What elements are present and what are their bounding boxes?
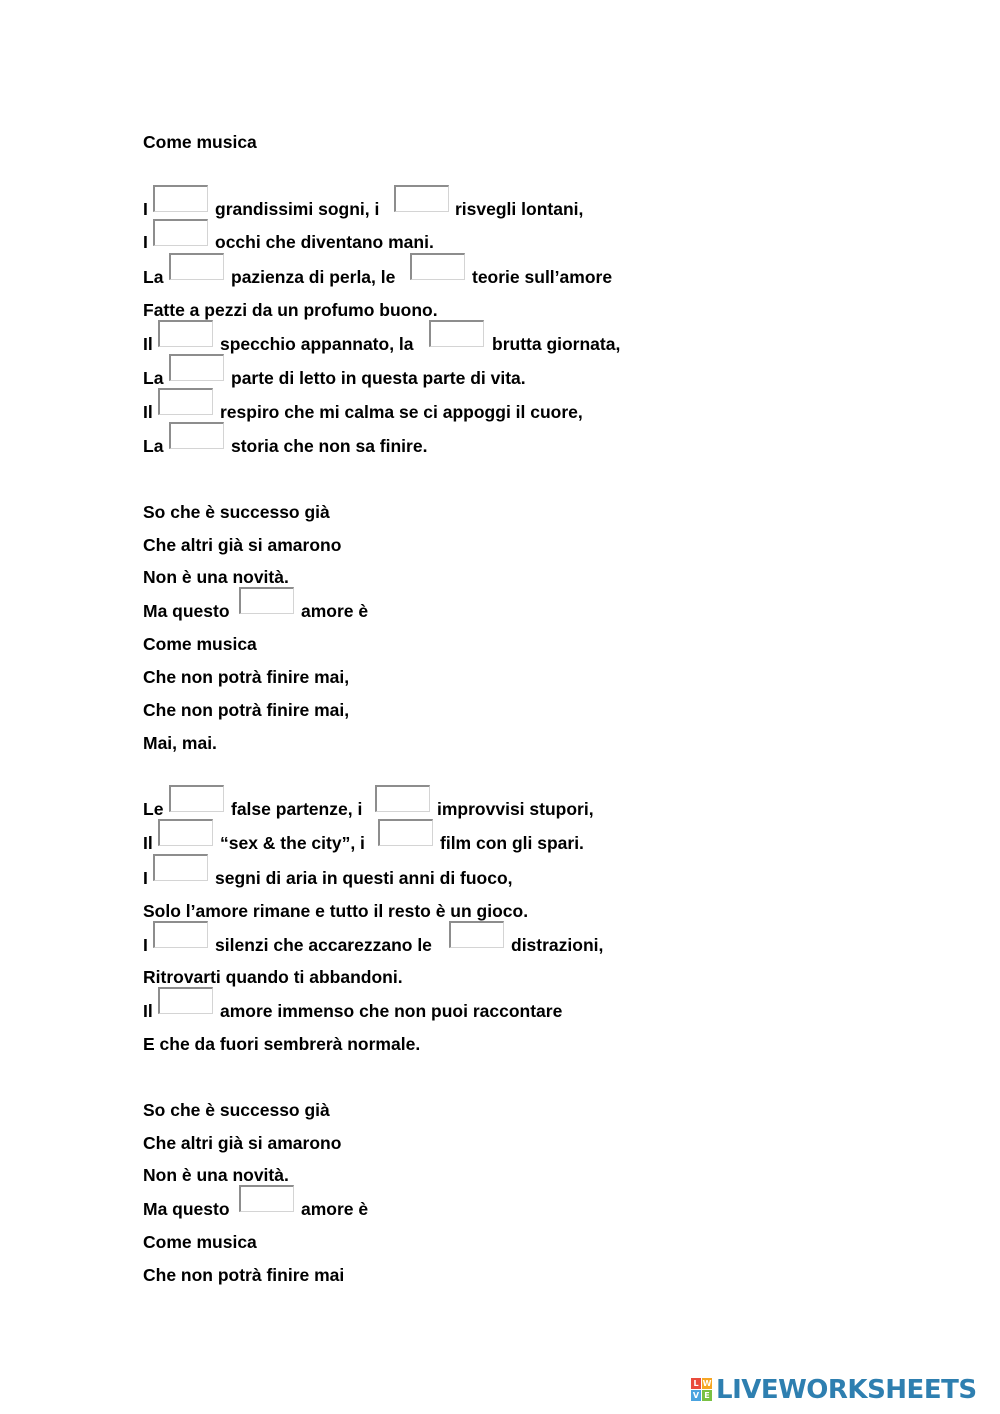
lyric-text: respiro che mi calma se ci appoggi il cuore, (220, 402, 583, 422)
lyric-text: I (143, 868, 148, 888)
lyric-text: improvvisi stupori, (437, 799, 594, 819)
logo-mark-cell: W (702, 1379, 712, 1388)
logo-text: LIVEWORKSHEETS (716, 1375, 977, 1405)
lyric-text: Il (143, 402, 153, 422)
lyric-text: segni di aria in questi anni di fuoco, (215, 868, 513, 888)
lyric-line: Solo l’amore rimane e tutto il resto è un gioco. (143, 901, 529, 921)
lyric-text: specchio appannato, la (220, 334, 414, 354)
logo-mark-cell: V (692, 1391, 700, 1400)
lyric-text: La (143, 267, 164, 287)
lyric-text: occhi che diventano mani. (215, 232, 434, 252)
lyric-text: storia che non sa finire. (231, 436, 428, 456)
lyric-text: amore è (301, 1199, 369, 1219)
lyric-line: Che altri già si amarono (143, 535, 342, 555)
lyric-line: Non è una novità. (143, 567, 289, 587)
lyric-line: E che da fuori sembrerà normale. (143, 1034, 421, 1054)
answer-blank[interactable] (158, 320, 213, 347)
answer-blank[interactable] (378, 819, 433, 846)
answer-blank[interactable] (239, 1185, 294, 1212)
answer-blank[interactable] (239, 587, 294, 614)
lyric-text: amore è (301, 601, 369, 621)
lyric-line: Che non potrà finire mai (143, 1265, 345, 1285)
logo-mark-cell: E (702, 1390, 712, 1401)
answer-blank[interactable] (394, 185, 449, 212)
lyric-text: Il (143, 334, 153, 354)
answer-blank[interactable] (158, 388, 213, 415)
lyric-line: Come musica (143, 634, 257, 654)
answer-blank[interactable] (169, 354, 224, 381)
lyric-line: Che non potrà finire mai, (143, 667, 350, 687)
lyric-line: Ritrovarti quando ti abbandoni. (143, 967, 403, 987)
lyric-text: “sex & the city”, i (220, 833, 365, 853)
lyric-text: I (143, 232, 148, 252)
lyric-text: film con gli spari. (440, 833, 584, 853)
lyric-text: I (143, 935, 148, 955)
answer-blank[interactable] (429, 320, 484, 347)
lyric-text: parte di letto in questa parte di vita. (231, 368, 526, 388)
lyric-line: Che non potrà finire mai, (143, 700, 350, 720)
logo-mark-icon (691, 1378, 713, 1402)
logo-mark-cell: L (691, 1378, 701, 1389)
answer-blank[interactable] (158, 819, 213, 846)
answer-blank[interactable] (153, 921, 208, 948)
lyric-line: Come musica (143, 1232, 257, 1252)
answer-blank[interactable] (169, 785, 224, 812)
lyric-line: Che altri già si amarono (143, 1133, 342, 1153)
lyric-text: La (143, 368, 164, 388)
lyric-text: false partenze, i (231, 799, 363, 819)
lyric-line: Non è una novità. (143, 1165, 289, 1185)
lyric-text: brutta giornata, (492, 334, 621, 354)
lyric-text: silenzi che accarezzano le (215, 935, 432, 955)
lyric-line: Fatte a pezzi da un profumo buono. (143, 300, 438, 320)
answer-blank[interactable] (375, 785, 430, 812)
lyric-text: amore immenso che non puoi raccontare (220, 1001, 563, 1021)
answer-blank[interactable] (153, 854, 208, 881)
answer-blank[interactable] (158, 987, 213, 1014)
lyric-text: teorie sull’amore (472, 267, 613, 287)
lyric-line: So che è successo già (143, 502, 330, 522)
lyric-text: Il (143, 1001, 153, 1021)
lyric-text: Ma questo (143, 601, 230, 621)
song-title: Come musica (143, 132, 257, 152)
lyric-text: Il (143, 833, 153, 853)
lyric-text: Ma questo (143, 1199, 230, 1219)
answer-blank[interactable] (153, 219, 208, 246)
answer-blank[interactable] (410, 253, 465, 280)
liveworksheets-logo[interactable] (691, 1376, 977, 1404)
answer-blank[interactable] (169, 253, 224, 280)
lyric-text: Le (143, 799, 164, 819)
lyric-text: grandissimi sogni, i (215, 199, 380, 219)
answer-blank[interactable] (449, 921, 504, 948)
answer-blank[interactable] (153, 185, 208, 212)
lyric-line: So che è successo già (143, 1100, 330, 1120)
lyric-text: risvegli lontani, (455, 199, 584, 219)
lyric-text: distrazioni, (511, 935, 604, 955)
lyric-text: I (143, 199, 148, 219)
lyric-line: Mai, mai. (143, 733, 217, 753)
answer-blank[interactable] (169, 422, 224, 449)
lyric-text: pazienza di perla, le (231, 267, 396, 287)
lyric-text: La (143, 436, 164, 456)
